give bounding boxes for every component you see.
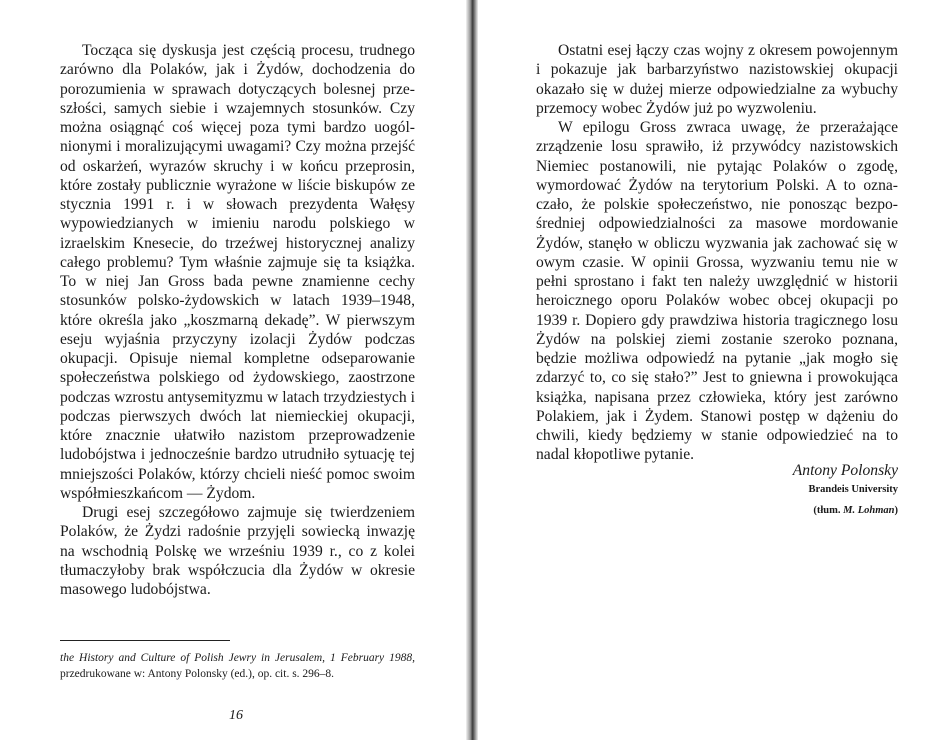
paragraph: Drugi esej szczegółowo zajmuje się twierdzeniem Polaków, że Żydzi radośnie przyjęli sowiecką inwazję na wschodnią Polskę we wrześniu 1939 r., co z kolei tłumaczyłoby brak współczucia dla Żydów w okresie masowego ludobójstwa. (60, 504, 415, 598)
right-page-body (536, 41, 898, 465)
footnote-text: przedrukowane w: Antony Polonsky (ed.), op. cit. s. 296–8. (60, 668, 335, 680)
translator-credit (813, 505, 898, 516)
author-affiliation: Brandeis University (808, 484, 898, 495)
book-gutter (466, 0, 478, 740)
translator-prefix: (tłum. (813, 505, 844, 516)
author-signature: Antony Polonsky (792, 462, 898, 479)
paragraph: W epilogu Gross zwraca uwagę, że przerażające zrządzenie losu sprawiło, iż przywódcy nazistowskich Niemiec postanowili, nie pytając Polaków o zgodę, wymordować Żydów na terytorium Polski. A to oznaczało, że polskie społeczeństwo, nie ponosząc bezpośredniej odpowiedzialności za masowe mordowanie Żydów, stanęło w obliczu wyzwania jak zachować się w owym czasie. W opinii Grossa, wyzwaniu temu nie w pełni sprostano i fakt ten należy uwzględnić w historii heroicznego oporu Polaków wobec obcej okupacji po 1939 r. Dopiero gdy prawdziwa historia tragicznego losu Żydów na polskiej ziemi zostanie szeroko poznana, będzie możliwa odpowiedź na pytanie „jak mogło się zdarzyć to, co się stało?” Jest to gniewna i prowokująca książka, napisana przez człowieka, który jest zarówno Polakiem, jak i Żydem. Stanowi postęp w dążeniu do chwili, kiedy będziemy w stanie odpowiedzieć na to nadal kłopotliwe pytanie. (536, 119, 898, 464)
footnote (60, 650, 415, 682)
left-page-body (60, 41, 415, 599)
paragraph: Ostatni esej łączy czas wojny z okresem powojennym i pokazuje jak barbarzyństwo nazistowskiej okupacji okazało się w dużej mierze odpowiedzialne za wybuchy przemocy wobec Żydów już po wyzwoleniu. (536, 42, 898, 117)
page-number: 16 (229, 708, 243, 723)
paragraph: Tocząca się dyskusja jest częścią procesu, trudnego zarówno dla Polaków, jak i Żydów, dochodzenia do porozumienia w sprawach dotyczących bolesnej przeszłości, samych siebie i wzajemnych stosunków. Czy można osiągnąć coś więcej poza tymi bardzo uogólnionymi i moralizującymi uwagami? Czy można przejść od oskarżeń, wyrazów skruchy i w końcu przeprosin, które zostały publicznie wyrażone w liście biskupów ze stycznia 1991 r. i w słowach prezydenta Wałęsy wypowiedzianych w imieniu narodu polskiego w izraelskim Knesecie, do trzeźwej historycznej analizy całego problemu? Tym właśnie zajmuje się ta książka. To w niej Jan Gross bada pewne znamienne cechy stosunków polsko-żydowskich w latach 1939–1948, które określa jako „koszmarną dekadę”. W pierwszym eseju wyjaśnia przyczyny izolacji Żydów podczas okupacji. Opisuje niemal kompletne odseparowanie społeczeństwa polskiego od żydowskiego, zaostrzone podczas wzrostu antysemityzmu w latach trzydziestych i podczas pierwszych dwóch lat niemieckiej okupacji, które znacznie ułatwiło nazistom przeprowadzenie ludobójstwa i jednocześnie bardzo utrudniło sytuację tej mniejszości Polaków, którzy chcieli nieść pomoc swoim współmieszkańcom — Żydom. (60, 42, 415, 502)
footnote-italic-text: the History and Culture of Polish Jewry in Jerusalem, 1 February 1988, (60, 652, 415, 664)
right-page (478, 0, 946, 740)
left-page (0, 0, 466, 740)
translator-name: M. Lohman (843, 505, 895, 516)
footnote-divider (60, 640, 230, 641)
translator-suffix: ) (894, 505, 898, 516)
